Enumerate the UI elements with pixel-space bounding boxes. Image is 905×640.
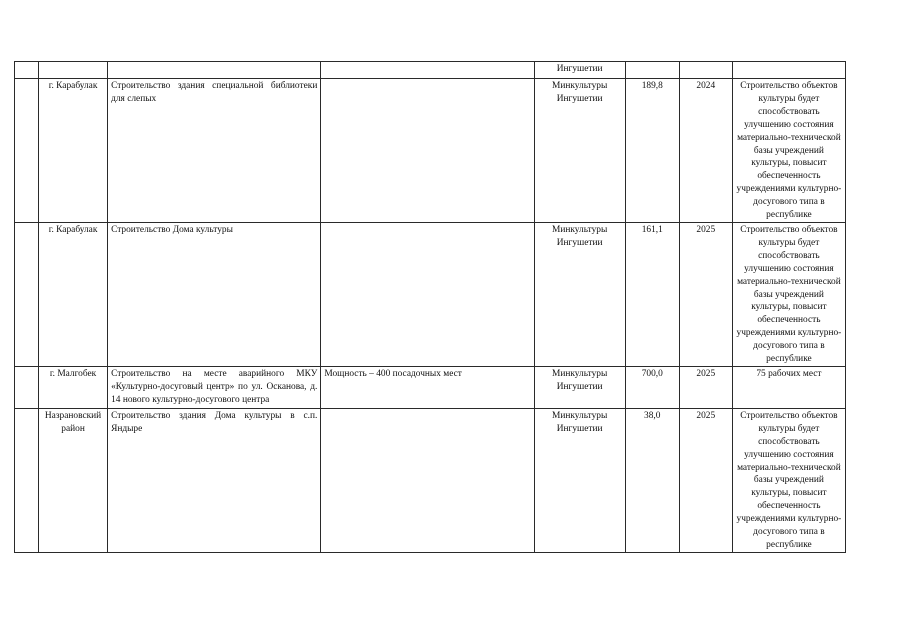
effect-cell: Строительство объектов культуры будет способствовать улучшению состояния материально-технической базы учреждений культуры, повысит обеспеченность учреждениями культурно-досугового типа в республике	[732, 222, 845, 366]
capacity-cell: Мощность – 400 посадочных мест	[321, 366, 534, 408]
table-row	[15, 222, 846, 366]
object-cell: Строительство Дома культуры	[108, 222, 321, 366]
effect-cell: Строительство объектов культуры будет способствовать улучшению состояния материально-технической базы учреждений культуры, повысит обеспеченность учреждениями культурно-досугового типа в республике	[732, 79, 845, 223]
year-cell	[679, 62, 732, 79]
table-row	[15, 79, 846, 223]
capacity-cell	[321, 62, 534, 79]
responsible-cell: Минкультуры Ингушетии	[534, 79, 625, 223]
investment-projects-table	[14, 61, 846, 553]
year-cell: 2024	[679, 79, 732, 223]
object-cell: Строительство на месте аварийного МКУ «Культурно-досуговый центр» по ул. Осканова, д. 14 нового культурно-досугового центра	[108, 366, 321, 408]
cost-cell: 38,0	[625, 408, 679, 552]
capacity-cell	[321, 222, 534, 366]
year-cell: 2025	[679, 366, 732, 408]
object-cell	[108, 62, 321, 79]
effect-cell: Строительство объектов культуры будет способствовать улучшению состояния материально-технической базы учреждений культуры, повысит обеспеченность учреждениями культурно-досугового типа в республике	[732, 408, 845, 552]
table-row	[15, 366, 846, 408]
responsible-cell: Минкультуры Ингушетии	[534, 366, 625, 408]
object-cell: Строительство здания специальной библиотеки для слепых	[108, 79, 321, 223]
row-number-cell	[15, 366, 39, 408]
location-cell	[39, 62, 108, 79]
location-cell: г. Карабулак	[39, 222, 108, 366]
row-number-cell	[15, 62, 39, 79]
cost-cell: 189,8	[625, 79, 679, 223]
row-number-cell	[15, 408, 39, 552]
year-cell: 2025	[679, 222, 732, 366]
cost-cell	[625, 62, 679, 79]
location-cell: г. Карабулак	[39, 79, 108, 223]
capacity-cell	[321, 408, 534, 552]
year-cell: 2025	[679, 408, 732, 552]
row-number-cell	[15, 222, 39, 366]
cost-cell: 700,0	[625, 366, 679, 408]
object-cell: Строительство здания Дома культуры в с.п. Яндыре	[108, 408, 321, 552]
cost-cell: 161,1	[625, 222, 679, 366]
row-number-cell	[15, 79, 39, 223]
effect-cell	[732, 62, 845, 79]
location-cell: г. Малгобек	[39, 366, 108, 408]
capacity-cell	[321, 79, 534, 223]
responsible-cell: Минкультуры Ингушетии	[534, 408, 625, 552]
table-row	[15, 62, 846, 79]
responsible-cell: Ингушетии	[534, 62, 625, 79]
effect-cell: 75 рабочих мест	[732, 366, 845, 408]
table-row	[15, 408, 846, 552]
location-cell: Назрановский район	[39, 408, 108, 552]
responsible-cell: Минкультуры Ингушетии	[534, 222, 625, 366]
